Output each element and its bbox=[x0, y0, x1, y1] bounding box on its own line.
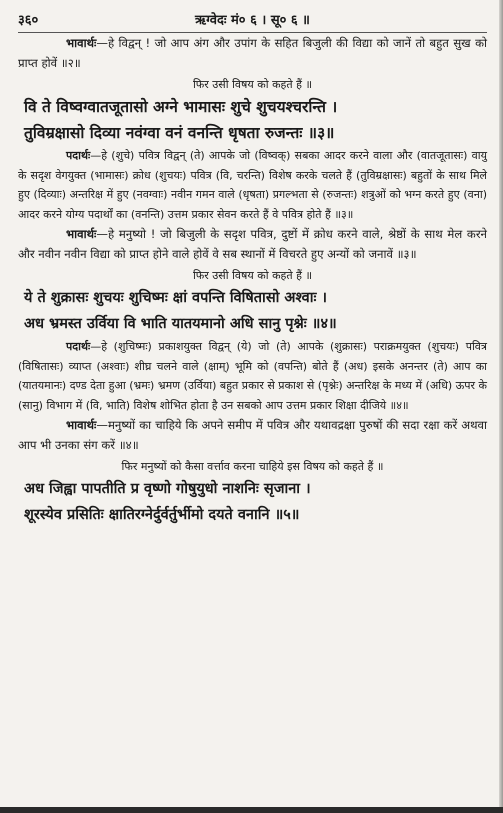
bhavartha-text: —हे विद्वन् ! जो आप अंग और उपांग के सहित बिजुली की विद्या को जानें तो बहुत सुख को प्राप्त होवें ॥२॥ bbox=[18, 36, 487, 70]
padartha-3 bbox=[18, 146, 487, 224]
padartha-4 bbox=[18, 337, 487, 415]
padartha-label: पदार्थः bbox=[66, 340, 91, 353]
page-edge-shadow bbox=[499, 0, 503, 813]
section-heading-2: फिर उसी विषय को कहते हैं ॥ bbox=[192, 269, 313, 282]
page-number: ३६० bbox=[18, 13, 39, 28]
bhavartha-label: भावार्थः bbox=[66, 227, 97, 241]
verse-5-line-2: शूरस्येव प्रसितिः क्षातिरग्नेर्दुर्वर्तुर्भीमो दयते वनानि ॥५॥ bbox=[24, 506, 300, 523]
bhavartha-label: भावार्थः bbox=[66, 418, 97, 432]
bhavartha-3 bbox=[18, 224, 487, 264]
bhavartha-text: —मनुष्यों का चाहिये कि अपने समीप में पवित्र और यथावद्रक्षा पुरुषों की सदा रक्षा करें अथवा आप भी उनका संग करें ॥४॥ bbox=[18, 418, 487, 452]
running-title: ऋग्वेदः मं० ६ । सू० ६ ॥ bbox=[195, 13, 310, 28]
verse-3-line-2: तुविम्रक्षासो दिव्या नवंग्वा वनं वनन्ति धृषता रुजन्तः ॥३॥ bbox=[24, 123, 335, 142]
padartha-text: —हे (शुचिष्मः) प्रकाशयुक्त विद्वन् (ये) जो (ते) आपके (शुक्रासः) पराक्रमयुक्त (शुचयः) पवित्र (विषितासः) व्याप्त (अश्वाः) शीघ्र चलने वाले (क्षाम्) भूमि को (वपन्ति) बोते हैं (अध) इसके अनन्तर (ते) आप का (यातयमानः) दण्ड देता हुआ (भ्रमः) भ्रमण (उर्विया) बहुत प्रकार से प्रकाश से (पृश्नेः) अन्तरिक्ष के मध्य में (अधि) ऊपर के (सानु) विभाग में (वि, भाति) विशेष शोभित होता है उन सबको आप उत्तम प्रकार शिक्षा दीजिये ॥४॥ bbox=[18, 340, 487, 412]
bhavartha-text: —हे मनुष्यो ! जो बिजुली के सदृश पवित्र, दुष्टों में क्रोध करने वाले, श्रेष्ठों के साथ मेल करने और नवीन नवीन विद्या को प्राप्त होने वाले होवें वे सब स्थानों में विचरते हुए अन्यों को जनावें ॥३॥ bbox=[18, 227, 487, 261]
page-header bbox=[18, 8, 487, 33]
verse-4-line-2: अध भ्रमस्त उर्विया वि भाति यातयमानो अधि सानु पृश्नेः ॥४॥ bbox=[24, 315, 337, 332]
section-heading-3: फिर मनुष्यों को कैसा वर्त्ताव करना चाहिये इस विषय को कहते हैं ॥ bbox=[121, 460, 384, 473]
section-heading-1: फिर उसी विषय को कहते हैं ॥ bbox=[192, 78, 313, 91]
verse-5-line-1: अध जिह्वा पापतीति प्र वृष्णो गोषुयुधो नाशनिः सृजाना । bbox=[24, 480, 311, 497]
padartha-label: पदार्थः bbox=[66, 149, 91, 162]
bhavartha-2 bbox=[18, 33, 487, 73]
verse-3-line-1: वि ते विष्वग्वातजूतासो अग्ने भामासः शुचे शुचयश्चरन्ति । bbox=[24, 97, 338, 116]
verse-4-line-1: ये ते शुक्रासः शुचयः शुचिष्मः क्षां वपन्ति विषितासो अश्वाः । bbox=[24, 289, 327, 306]
bhavartha-4 bbox=[18, 415, 487, 455]
bhavartha-label: भावार्थः bbox=[66, 36, 97, 50]
padartha-text: —हे (शुचे) पवित्र विद्वन् (ते) आपके जो (विष्वक्) सबका आदर करने वाला और (वातजूतासः) वायु के सदृश वेगयुक्त (भामासः) क्रोध (शुचयः) पवित्र (वि, चरन्ति) विशेष करके चलते हैं (तुविम्रक्षासः) बहुतों के साथ मिले हुए (दिव्याः) अन्तरिक्ष में हुए (नवग्वाः) नवीन गमन वाले (धृषता) प्रगल्भता से (रुजन्तः) शत्रुओं को भग्न करते हुए (वना) आदर करने योग्य पदार्थों का (वनन्ति) उत्तम प्रकार सेवन करते हैं वे पवित्र होते हैं ॥३॥ bbox=[18, 149, 487, 221]
scan-bottom-border bbox=[0, 807, 503, 813]
